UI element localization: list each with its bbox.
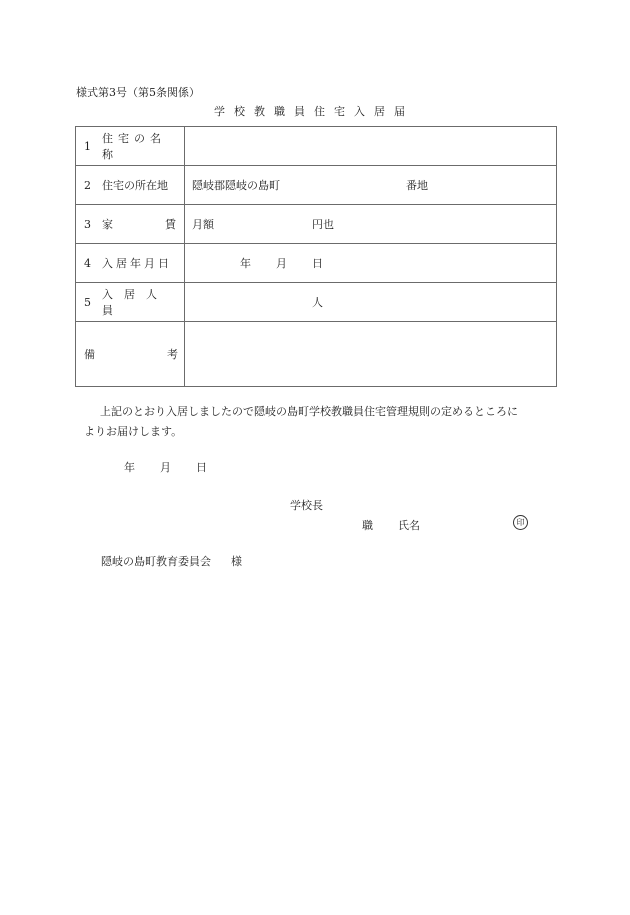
row-number: 5 (84, 295, 91, 309)
row-label: 入居人員 (102, 288, 168, 317)
label-cell (76, 322, 185, 387)
row-number: 3 (84, 217, 91, 231)
row-label: 住宅の名称 (102, 132, 166, 161)
day-label: 日 (312, 257, 323, 270)
form-number: 様式第3号（第5条関係） (76, 86, 200, 99)
address-suffix: 番地 (406, 179, 428, 192)
submission-day-label: 日 (196, 461, 207, 474)
move-in-date-field[interactable] (185, 244, 557, 283)
label-cell (76, 127, 185, 166)
year-label: 年 (240, 257, 251, 270)
submission-month-label: 月 (160, 461, 171, 474)
label-cell (76, 166, 185, 205)
row-rent (76, 205, 557, 244)
document-title: 学校教職員住宅入居届 (214, 105, 414, 118)
label-part: 家 (102, 218, 113, 231)
row-number: 1 (84, 139, 91, 153)
yen-label: 円也 (312, 218, 334, 231)
application-table (75, 126, 557, 387)
month-label: 月 (276, 257, 287, 270)
row-label: 住宅の所在地 (102, 179, 168, 192)
row-housing-address (76, 166, 557, 205)
addressee-honorific: 様 (231, 555, 242, 568)
declaration-text-line1: 上記のとおり入居しましたので隠岐の島町学校教職員住宅管理規則の定めるところに (100, 405, 518, 418)
remarks-field[interactable] (185, 322, 557, 387)
row-number: 4 (84, 256, 91, 270)
row-move-in-date (76, 244, 557, 283)
label-cell (76, 205, 185, 244)
rent-field[interactable] (185, 205, 557, 244)
label-cell (76, 244, 185, 283)
job-title-label: 職 (362, 519, 373, 532)
label-part: 考 (167, 348, 178, 361)
row-number: 2 (84, 178, 91, 192)
address-prefix: 隠岐郡隠岐の島町 (192, 179, 280, 192)
persons-label: 人 (312, 296, 323, 309)
row-occupants (76, 283, 557, 322)
occupants-field[interactable] (185, 283, 557, 322)
addressee-name: 隠岐の島町教育委員会 (101, 555, 211, 568)
name-label: 氏名 (398, 519, 420, 532)
label-cell (76, 283, 185, 322)
label-part: 賃 (165, 218, 176, 231)
row-remarks (76, 322, 557, 387)
seal-icon: 印 (513, 515, 528, 530)
declaration-text-line2: よりお届けします。 (84, 425, 183, 438)
monthly-label: 月額 (192, 218, 214, 231)
label-part: 備 (84, 348, 95, 361)
row-housing-name (76, 127, 557, 166)
housing-name-field[interactable] (185, 127, 557, 166)
submission-year-label: 年 (124, 461, 135, 474)
principal-label: 学校長 (290, 499, 323, 512)
housing-address-field[interactable] (185, 166, 557, 205)
row-label (102, 216, 176, 232)
row-label: 入居年月日 (102, 257, 172, 270)
